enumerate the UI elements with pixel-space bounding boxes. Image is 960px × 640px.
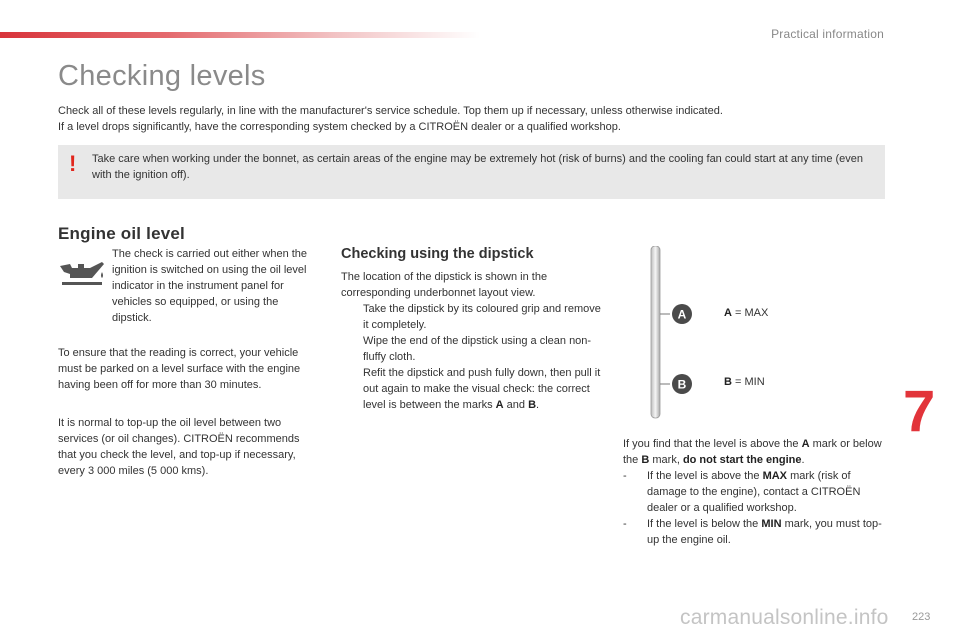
max-label-value: = MAX: [731, 307, 769, 319]
min-label-value: = MIN: [731, 376, 765, 388]
step-text-end: .: [536, 399, 540, 411]
max-label: [724, 307, 768, 319]
mark-b-ref: B: [528, 399, 537, 411]
note-text: If the level is above the: [647, 470, 763, 482]
dipstick-heading: Checking using the dipstick: [341, 246, 534, 262]
mark-a-ref: A: [495, 399, 504, 411]
note-mark-b: B: [641, 454, 650, 466]
page-title: Checking levels: [58, 60, 266, 92]
marker-a-icon: [672, 304, 692, 324]
note-text: mark, you must top-up the engine oil.: [647, 518, 882, 546]
warning-box: [58, 145, 885, 199]
marker-b-icon: [672, 374, 692, 394]
warning-icon: !: [69, 151, 77, 176]
step-text-and: and: [503, 399, 529, 411]
watermark: carmanualsonline.info: [680, 606, 889, 629]
header-accent-bar: [0, 32, 480, 38]
list-item: [341, 365, 603, 413]
min-label-letter: B: [724, 376, 732, 388]
list-item: [623, 516, 888, 548]
oil-can-icon: [58, 258, 106, 288]
do-not-start-warning: do not start the engine: [682, 454, 802, 466]
chapter-number: 7: [903, 379, 936, 444]
note-mark-a: A: [801, 438, 810, 450]
engine-oil-heading: Engine oil level: [58, 224, 185, 243]
level-note: [623, 436, 888, 548]
level-surface-paragraph: To ensure that the reading is correct, your vehicle must be parked on a level surface with the engine having been off for more than 30 minutes.: [58, 347, 301, 391]
min-label: [724, 376, 765, 388]
oil-check-paragraph: The check is carried out either when the ignition is switched on using the oil level indicator in the instrument panel for vehicles so equipped, or using the dipstick.: [112, 248, 308, 324]
dipstick-instructions: [341, 269, 603, 413]
list-item: [341, 333, 603, 365]
level-note-intro: [623, 436, 888, 468]
max-label-letter: A: [724, 307, 732, 319]
section-title: Practical information: [771, 27, 884, 41]
dipstick-intro: The location of the dipstick is shown in the corresponding underbonnet layout view.: [341, 271, 548, 299]
min-ref: MIN: [761, 518, 782, 530]
marker-b-letter: B: [677, 377, 687, 392]
dipstick-diagram: [644, 246, 692, 421]
note-text: mark,: [649, 454, 683, 466]
dipstick-steps: [341, 301, 603, 413]
list-item: [623, 468, 888, 516]
dash-bullet: -: [623, 518, 627, 530]
warning-text: Take care when working under the bonnet, as certain areas of the engine may be extremely hot (risk of burns) and the cooling fan could start at any time (even with the ignition off).: [92, 153, 864, 181]
step-text: Take the dipstick by its coloured grip and remove it completely.: [363, 303, 601, 331]
note-text: .: [801, 454, 805, 466]
step-text: Wipe the end of the dipstick using a clean non-fluffy cloth.: [363, 335, 592, 363]
note-text: mark (risk of damage to the engine), contact a CITROËN dealer or a qualified workshop.: [647, 470, 861, 514]
note-text: mark or below the: [623, 438, 882, 466]
max-ref: MAX: [762, 470, 788, 482]
note-text: If the level is below the: [647, 518, 762, 530]
level-note-list: [623, 468, 888, 548]
note-text: If you find that the level is above the: [623, 438, 802, 450]
intro-line-2: If a level drops significantly, have the corresponding system checked by a CITROËN dealer or a qualified workshop.: [58, 121, 621, 133]
dash-bullet: -: [623, 470, 627, 482]
top-up-paragraph: It is normal to top-up the oil level between two services (or oil changes). CITROËN recommends that you check the level, and top-up if necessary, every 3 000 miles (5 000 kms).: [58, 417, 300, 477]
marker-a-letter: A: [677, 307, 687, 322]
list-item: [341, 301, 603, 333]
intro-text: [58, 103, 858, 135]
page-number: 223: [912, 611, 931, 623]
step-text: Refit the dipstick and push fully down, then pull it out again to make the visual check: the correct level is between the marks: [363, 367, 601, 411]
intro-line-1: Check all of these levels regularly, in line with the manufacturer's service schedule. Top them up if necessary, unless otherwise indicated.: [58, 105, 723, 117]
